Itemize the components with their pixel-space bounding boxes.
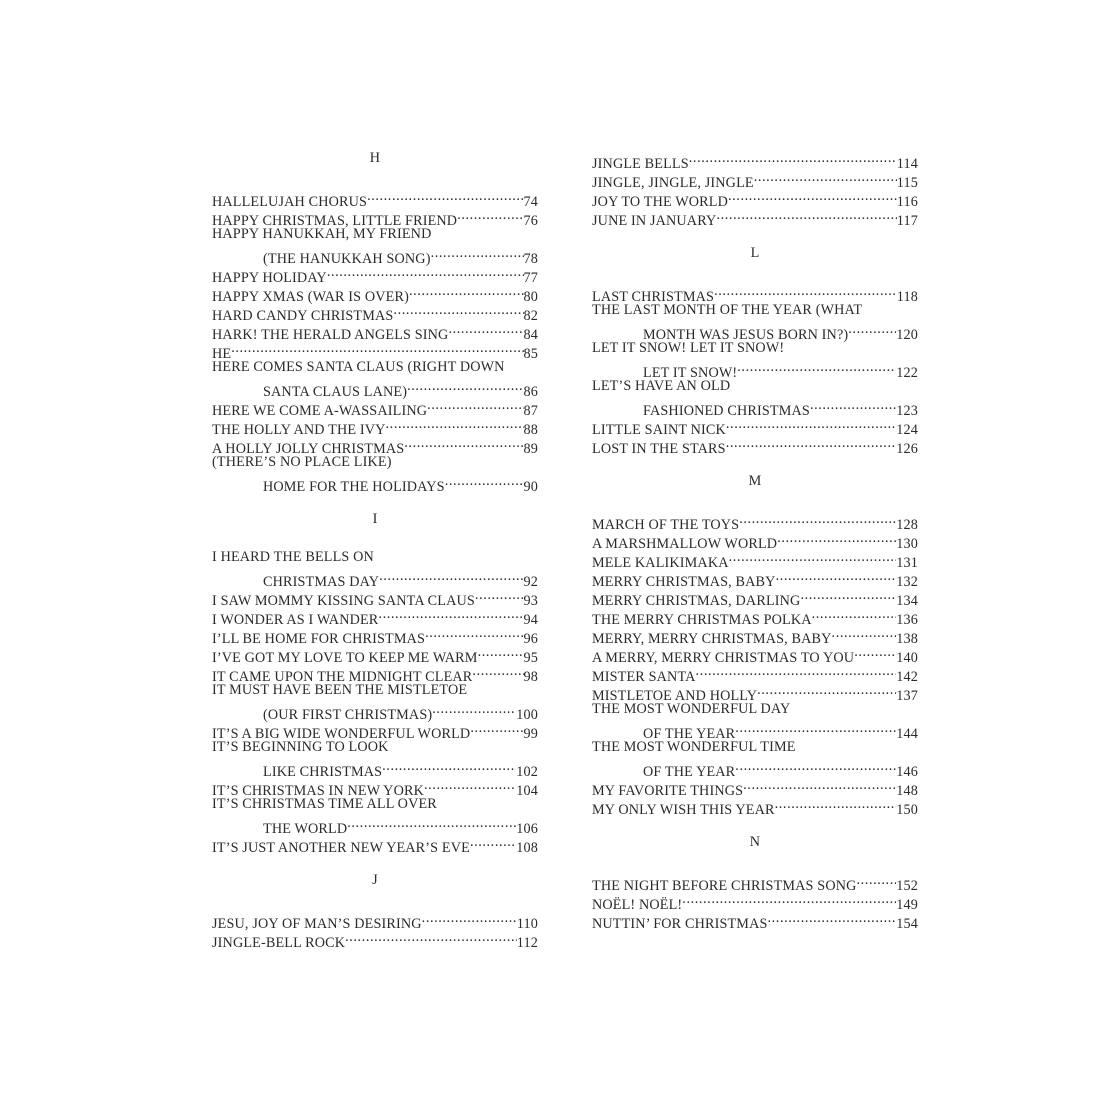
dot-leader <box>754 168 897 187</box>
dot-leader <box>448 320 523 339</box>
dot-leader <box>378 605 523 624</box>
page-number: 131 <box>896 555 918 571</box>
index-title-line <box>592 738 918 757</box>
section-letter-heading: M <box>748 473 762 489</box>
section-letter-heading: H <box>369 150 381 166</box>
song-title: LOST IN THE STARS <box>592 441 726 457</box>
blank-line <box>592 263 918 282</box>
song-title: LAST CHRISTMAS <box>592 289 715 305</box>
dot-leader <box>470 719 523 738</box>
song-title: NOËL! NOËL! <box>592 897 683 913</box>
section-letter-heading: J <box>372 872 378 888</box>
index-entry <box>212 263 538 286</box>
page-number: 102 <box>516 764 538 780</box>
page-number: 89 <box>523 441 538 457</box>
index-entry <box>212 244 538 267</box>
song-title: (THERE’S NO PLACE LIKE) <box>212 454 392 470</box>
page-number: 146 <box>896 764 918 780</box>
blank-line <box>212 168 538 187</box>
dot-leader <box>832 624 897 643</box>
dot-leader <box>382 757 516 776</box>
page-number: 88 <box>523 422 538 438</box>
index-entry <box>212 377 538 400</box>
page-number: 149 <box>896 897 918 913</box>
song-title: A HOLLY JOLLY CHRISTMAS <box>212 441 405 457</box>
index-entry <box>212 187 538 210</box>
page-number: 93 <box>523 593 538 609</box>
song-title: MY FAVORITE THINGS <box>592 783 744 799</box>
page-number: 110 <box>516 916 538 932</box>
index-title-line <box>212 358 538 377</box>
page-number: 150 <box>896 802 918 818</box>
song-title: HARK! THE HERALD ANGELS SING <box>212 327 449 343</box>
section-letter-heading: N <box>749 834 761 850</box>
dot-leader <box>393 301 523 320</box>
dot-leader <box>728 187 897 206</box>
song-title: OF THE YEAR <box>643 764 736 780</box>
page-number: 122 <box>896 365 918 381</box>
page-number: 77 <box>523 270 538 286</box>
index-entry <box>212 757 538 780</box>
song-title: HAPPY HOLIDAY <box>212 270 327 286</box>
dot-leader <box>231 339 523 358</box>
song-title: I’LL BE HOME FOR CHRISTMAS <box>212 631 426 647</box>
song-title: A MERRY, MERRY CHRISTMAS TO YOU <box>592 650 855 666</box>
index-entry <box>212 833 538 856</box>
index-entry <box>212 814 538 837</box>
song-title: MISTLETOE AND HOLLY <box>592 688 758 704</box>
song-title: HERE WE COME A-WASSAILING <box>212 403 428 419</box>
song-title: OF THE YEAR <box>643 726 736 742</box>
page-number: 92 <box>523 574 538 590</box>
page-number: 90 <box>523 479 538 495</box>
index-column-right <box>592 149 918 932</box>
song-title: MERRY CHRISTMAS, BABY <box>592 574 776 590</box>
blank-line <box>212 529 538 548</box>
index-title-line <box>212 795 538 814</box>
dot-leader <box>470 833 516 852</box>
song-title: I SAW MOMMY KISSING SANTA CLAUS <box>212 593 475 609</box>
song-title: (OUR FIRST CHRISTMAS) <box>263 707 433 723</box>
dot-leader <box>347 814 516 833</box>
page-number: 96 <box>523 631 538 647</box>
dot-leader <box>726 415 896 434</box>
page-number: 136 <box>896 612 918 628</box>
section-letter-heading: I <box>372 511 378 527</box>
dot-leader <box>716 206 896 225</box>
section-letter-heading: L <box>750 245 760 261</box>
page-number: 120 <box>896 327 918 343</box>
page-number: 116 <box>896 194 918 210</box>
song-title: HERE COMES SANTA CLAUS (RIGHT DOWN <box>212 359 505 375</box>
song-title: HAPPY CHRISTMAS, LITTLE FRIEND <box>212 213 458 229</box>
page-number: 123 <box>896 403 918 419</box>
index-title-line <box>212 453 538 472</box>
song-title: LET’S HAVE AN OLD <box>592 378 731 394</box>
dot-leader <box>457 206 523 225</box>
dot-leader <box>404 434 523 453</box>
page-number: 95 <box>523 650 538 666</box>
dot-leader <box>386 415 524 434</box>
dot-leader <box>407 377 523 396</box>
song-title: JINGLE, JINGLE, JINGLE <box>592 175 754 191</box>
song-title: LIKE CHRISTMAS <box>263 764 383 780</box>
index-entry <box>592 320 918 343</box>
song-title: IT’S A BIG WIDE WONDERFUL WORLD <box>212 726 471 742</box>
song-title: HARD CANDY CHRISTMAS <box>212 308 394 324</box>
index-title-line <box>212 225 538 244</box>
song-title: A MARSHMALLOW WORLD <box>592 536 778 552</box>
page-number: 140 <box>896 650 918 666</box>
dot-leader <box>478 643 524 662</box>
page-number: 126 <box>896 441 918 457</box>
dot-leader <box>475 586 524 605</box>
song-title: JESU, JOY OF MAN’S DESIRING <box>212 916 422 932</box>
dot-leader <box>327 263 524 282</box>
page-number: 138 <box>896 631 918 647</box>
song-title: I HEARD THE BELLS ON <box>212 549 374 565</box>
song-title: CHRISTMAS DAY <box>263 574 380 590</box>
song-title: IT’S CHRISTMAS TIME ALL OVER <box>212 796 437 812</box>
song-title: MELE KALIKIMAKA <box>592 555 729 571</box>
dot-leader <box>445 472 524 491</box>
index-entry <box>592 149 918 172</box>
song-title: THE WORLD <box>263 821 348 837</box>
dot-leader <box>367 187 523 206</box>
dot-leader <box>714 282 897 301</box>
page-number: 130 <box>896 536 918 552</box>
page-number: 98 <box>523 669 538 685</box>
song-title: (THE HANUKKAH SONG) <box>263 251 431 267</box>
song-title: IT CAME UPON THE MIDNIGHT CLEAR <box>212 669 473 685</box>
index-title-line <box>592 700 918 719</box>
page-number: 85 <box>523 346 538 362</box>
index-title-line <box>212 681 538 700</box>
index-title-line <box>592 339 918 358</box>
page-number: 84 <box>523 327 538 343</box>
page-number: 115 <box>896 175 918 191</box>
dot-leader <box>682 890 896 909</box>
dot-leader <box>422 909 517 928</box>
dot-leader <box>696 662 897 681</box>
page-number: 94 <box>523 612 538 628</box>
blank-line <box>592 491 918 510</box>
song-title: LET IT SNOW! <box>643 365 738 381</box>
song-title: NUTTIN’ FOR CHRISTMAS <box>592 916 768 932</box>
page-number: 124 <box>896 422 918 438</box>
song-title: HALLELUJAH CHORUS <box>212 194 368 210</box>
page-number: 99 <box>523 726 538 742</box>
song-title: THE MOST WONDERFUL DAY <box>592 701 791 717</box>
dot-leader <box>345 928 517 947</box>
song-title: MERRY, MERRY CHRISTMAS, BABY <box>592 631 832 647</box>
page-number: 74 <box>523 194 538 210</box>
song-title: THE LAST MONTH OF THE YEAR (WHAT <box>592 302 863 318</box>
page-number: 118 <box>896 289 918 305</box>
dot-leader <box>768 909 897 928</box>
dot-leader <box>810 396 896 415</box>
song-title: IT MUST HAVE BEEN THE MISTLETOE <box>212 682 468 698</box>
dot-leader <box>432 700 516 719</box>
dot-leader <box>735 719 896 738</box>
song-title: I’VE GOT MY LOVE TO KEEP ME WARM <box>212 650 478 666</box>
index-entry <box>212 567 538 590</box>
dot-leader <box>379 567 523 586</box>
song-title: MY ONLY WISH THIS YEAR <box>592 802 775 818</box>
page-number: 87 <box>523 403 538 419</box>
song-title: THE HOLLY AND THE IVY <box>212 422 386 438</box>
blank-line <box>592 852 918 871</box>
page-number: 80 <box>523 289 538 305</box>
song-title: IT’S BEGINNING TO LOOK <box>212 739 389 755</box>
index-entry <box>592 510 918 533</box>
dot-leader <box>800 586 896 605</box>
dot-leader <box>739 510 896 529</box>
page-number: 142 <box>896 669 918 685</box>
song-title: JINGLE-BELL ROCK <box>212 935 346 951</box>
dot-leader <box>743 776 896 795</box>
dot-leader <box>775 795 897 814</box>
index-title-line <box>212 548 538 567</box>
song-title: SANTA CLAUS LANE) <box>263 384 408 400</box>
song-title: HAPPY HANUKKAH, MY FRIEND <box>212 226 432 242</box>
song-title: THE MERRY CHRISTMAS POLKA <box>592 612 812 628</box>
song-title: MERRY CHRISTMAS, DARLING <box>592 593 801 609</box>
page-number: 86 <box>523 384 538 400</box>
song-title: IT’S JUST ANOTHER NEW YEAR’S EVE <box>212 840 470 856</box>
index-entry <box>592 719 918 742</box>
page-number: 100 <box>516 707 538 723</box>
dot-leader <box>409 282 524 301</box>
dot-leader <box>427 396 523 415</box>
dot-leader <box>757 681 896 700</box>
song-title: MARCH OF THE TOYS <box>592 517 740 533</box>
index-entry <box>592 396 918 419</box>
dot-leader <box>425 624 523 643</box>
song-title: JINGLE BELLS <box>592 156 689 172</box>
index-entry <box>592 776 918 799</box>
song-title: THE MOST WONDERFUL TIME <box>592 739 796 755</box>
index-entry <box>592 415 918 438</box>
dot-leader <box>729 548 897 567</box>
song-title: JUNE IN JANUARY <box>592 213 717 229</box>
page-number: 106 <box>516 821 538 837</box>
dot-leader <box>857 871 897 890</box>
index-title-line <box>592 377 918 396</box>
dot-leader <box>854 643 896 662</box>
page-number: 76 <box>523 213 538 229</box>
index-entry <box>212 909 538 932</box>
song-title: JOY TO THE WORLD <box>592 194 729 210</box>
page-number: 114 <box>896 156 918 172</box>
dot-leader <box>431 244 524 263</box>
song-title: I WONDER AS I WANDER <box>212 612 379 628</box>
dot-leader <box>777 529 896 548</box>
dot-leader <box>812 605 897 624</box>
dot-leader <box>848 320 896 339</box>
page-number: 112 <box>516 935 538 951</box>
page-number: 137 <box>896 688 918 704</box>
song-title: LITTLE SAINT NICK <box>592 422 726 438</box>
index-entry <box>212 472 538 495</box>
song-title: HAPPY XMAS (WAR IS OVER) <box>212 289 409 305</box>
dot-leader <box>737 358 896 377</box>
index-title-line <box>212 738 538 757</box>
page-number: 128 <box>896 517 918 533</box>
page-number: 78 <box>523 251 538 267</box>
page-number: 132 <box>896 574 918 590</box>
blank-line <box>212 890 538 909</box>
song-title: THE NIGHT BEFORE CHRISTMAS SONG <box>592 878 857 894</box>
song-title: HOME FOR THE HOLIDAYS <box>263 479 445 495</box>
dot-leader <box>776 567 897 586</box>
page-number: 154 <box>896 916 918 932</box>
index-entry <box>212 700 538 723</box>
song-title: MONTH WAS JESUS BORN IN?) <box>643 327 849 343</box>
page-number: 117 <box>896 213 918 229</box>
dot-leader <box>424 776 516 795</box>
index-column-left <box>212 149 538 951</box>
page-number: 104 <box>516 783 538 799</box>
page-number: 108 <box>516 840 538 856</box>
song-title: LET IT SNOW! LET IT SNOW! <box>592 340 785 356</box>
page-number: 134 <box>896 593 918 609</box>
dot-leader <box>726 434 897 453</box>
song-title: FASHIONED CHRISTMAS <box>643 403 810 419</box>
page-number: 144 <box>896 726 918 742</box>
page-number: 82 <box>523 308 538 324</box>
index-entry <box>592 757 918 780</box>
index-entry <box>212 339 538 362</box>
index-title-line <box>592 301 918 320</box>
dot-leader <box>472 662 523 681</box>
page-number: 152 <box>896 878 918 894</box>
index-entry <box>592 358 918 381</box>
song-title: MISTER SANTA <box>592 669 696 685</box>
index-entry <box>592 282 918 305</box>
dot-leader <box>735 757 896 776</box>
index-entry <box>592 871 918 894</box>
dot-leader <box>689 149 897 168</box>
page-number: 148 <box>896 783 918 799</box>
song-title: HE <box>212 346 232 362</box>
song-title: IT’S CHRISTMAS IN NEW YORK <box>212 783 424 799</box>
